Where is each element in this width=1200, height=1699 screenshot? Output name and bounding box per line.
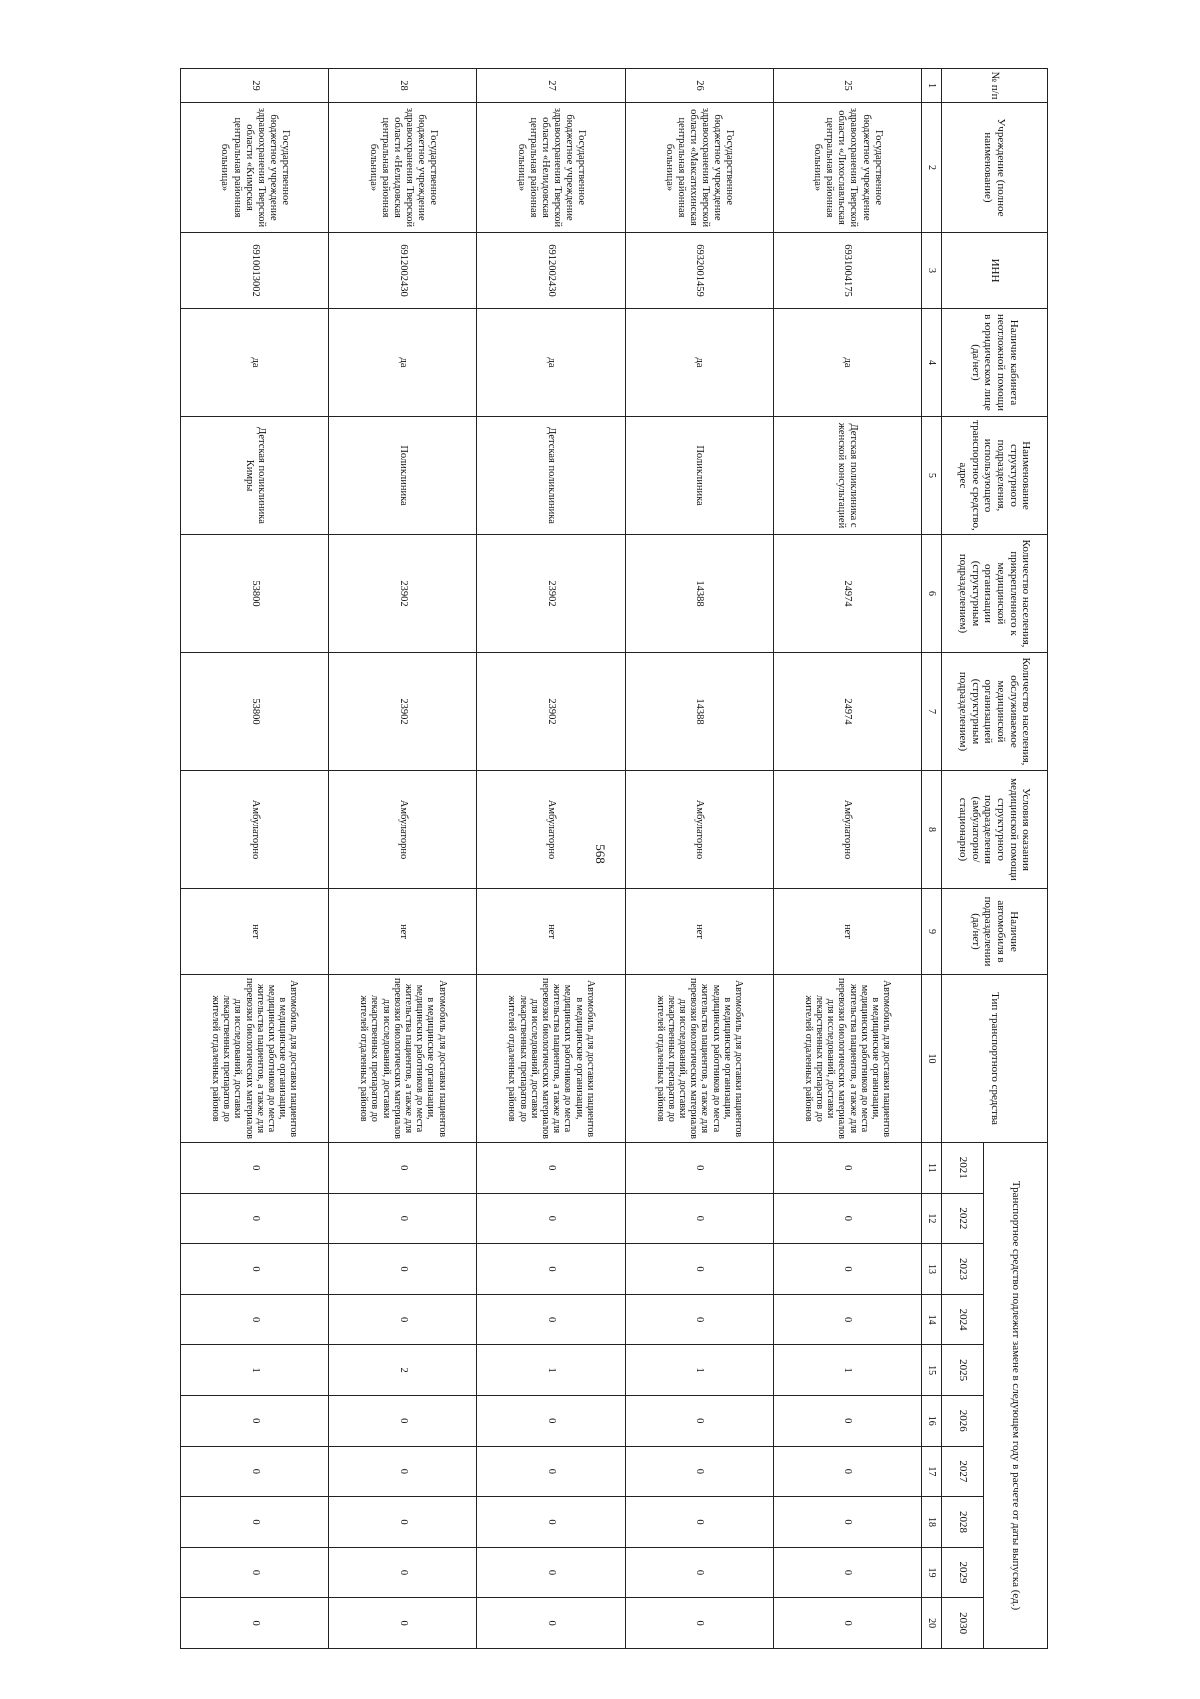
column-number: 6 (922, 535, 942, 653)
cell-subdivision: Детская поликлиника Кимры (181, 417, 329, 535)
header-car-presence: Наличие автомобиля в подразделении (да/нет) (942, 889, 1048, 975)
cell-inn: 6931004175 (773, 233, 921, 309)
cell-replacement-2023: 0 (477, 1244, 625, 1295)
vehicle-replacement-table (180, 68, 1048, 1649)
cell-replacement-2025: 1 (181, 1345, 329, 1396)
cell-attached-population: 23902 (477, 535, 625, 653)
year-header: 2026 (942, 1395, 984, 1446)
column-number: 8 (922, 771, 942, 889)
cell-car-presence: нет (181, 889, 329, 975)
header-inn: ИНН (942, 233, 1048, 309)
cell-row-number: 27 (477, 69, 625, 103)
table-row (181, 69, 329, 1649)
cell-replacement-2026: 0 (477, 1395, 625, 1446)
column-number: 16 (922, 1395, 942, 1446)
table-row (773, 69, 921, 1649)
cell-served-population: 23902 (329, 653, 477, 771)
cell-replacement-2026: 0 (773, 1395, 921, 1446)
column-number: 2 (922, 103, 942, 233)
cell-institution: Государственное бюджетное учреждение здравоохранения Тверской области «Нелидовская центральная районная больница» (477, 103, 625, 233)
cell-institution: Государственное бюджетное учреждение здравоохранения Тверской области «Лихославльская центральная районная больница» (773, 103, 921, 233)
cell-replacement-2025: 1 (477, 1345, 625, 1396)
cell-inn: 6912002430 (477, 233, 625, 309)
year-header: 2024 (942, 1294, 984, 1345)
cell-replacement-2022: 0 (477, 1193, 625, 1244)
cell-inn: 6910013002 (181, 233, 329, 309)
cell-replacement-2029: 0 (773, 1547, 921, 1598)
header-served-population: Количество населения, обслуживаемое медицинской организацией (структурным подразделением) (942, 653, 1048, 771)
cell-conditions: Амбулаторно (773, 771, 921, 889)
cell-institution: Государственное бюджетное учреждение здравоохранения Тверской области «Нелидовская центральная районная больница» (329, 103, 477, 233)
cell-replacement-2030: 0 (773, 1598, 921, 1649)
cell-conditions: Амбулаторно (477, 771, 625, 889)
header-vehicle-type: Тип транспортного средства (942, 975, 1048, 1143)
cell-served-population: 14388 (625, 653, 773, 771)
cell-replacement-2029: 0 (181, 1547, 329, 1598)
table-body (181, 69, 922, 1649)
cell-replacement-2027: 0 (773, 1446, 921, 1497)
cell-replacement-2025: 2 (329, 1345, 477, 1396)
cell-served-population: 53800 (181, 653, 329, 771)
cell-replacement-2029: 0 (477, 1547, 625, 1598)
header-conditions: Условия оказания медицинской помощи структурного подразделения (амбулаторно/ стационарно) (942, 771, 1048, 889)
cell-replacement-2028: 0 (477, 1497, 625, 1548)
cell-replacement-2030: 0 (329, 1598, 477, 1649)
cell-car-presence: нет (329, 889, 477, 975)
cell-replacement-2024: 0 (329, 1294, 477, 1345)
table-row (329, 69, 477, 1649)
column-number: 5 (922, 417, 942, 535)
cell-car-presence: нет (625, 889, 773, 975)
year-header: 2023 (942, 1244, 984, 1295)
cell-vehicle-type: Автомобиль для доставки пациентов в медицинские организации, медицинских работников до места жительства пациентов, а также для перевозки биологических материалов для исследований, доставки лекарственных препаратов до жителей отдаленных районов (329, 975, 477, 1143)
cell-car-presence: нет (477, 889, 625, 975)
cell-conditions: Амбулаторно (625, 771, 773, 889)
column-number: 15 (922, 1345, 942, 1396)
column-number: 14 (922, 1294, 942, 1345)
cell-replacement-2028: 0 (773, 1497, 921, 1548)
cell-subdivision: Поликлиника (625, 417, 773, 535)
year-header: 2025 (942, 1345, 984, 1396)
cell-row-number: 28 (329, 69, 477, 103)
cell-replacement-2028: 0 (181, 1497, 329, 1548)
cell-replacement-2026: 0 (329, 1395, 477, 1446)
cell-replacement-2021: 0 (625, 1143, 773, 1194)
cell-replacement-2024: 0 (181, 1294, 329, 1345)
cell-replacement-2027: 0 (181, 1446, 329, 1497)
page-number: 568 (593, 844, 608, 864)
cell-subdivision: Поликлиника (329, 417, 477, 535)
cell-replacement-2027: 0 (329, 1446, 477, 1497)
column-numbers-row (922, 69, 942, 1649)
table-row (477, 69, 625, 1649)
cell-vehicle-type: Автомобиль для доставки пациентов в медицинские организации, медицинских работников до места жительства пациентов, а также для перевозки биологических материалов для исследований, доставки лекарственных препаратов до жителей отдаленных районов (625, 975, 773, 1143)
column-number: 4 (922, 309, 942, 417)
cell-subdivision: Детская поликлиника (477, 417, 625, 535)
column-number: 18 (922, 1497, 942, 1548)
column-number: 10 (922, 975, 942, 1143)
header-row (984, 69, 1048, 1649)
column-number: 20 (922, 1598, 942, 1649)
cell-replacement-2025: 1 (625, 1345, 773, 1396)
cell-replacement-2022: 0 (625, 1193, 773, 1244)
cell-replacement-2021: 0 (329, 1143, 477, 1194)
cell-replacement-2022: 0 (181, 1193, 329, 1244)
cell-vehicle-type: Автомобиль для доставки пациентов в медицинские организации, медицинских работников до места жительства пациентов, а также для перевозки биологических материалов для исследований, доставки лекарственных препаратов до жителей отдаленных районов (773, 975, 921, 1143)
cell-car-presence: нет (773, 889, 921, 975)
cell-replacement-2030: 0 (477, 1598, 625, 1649)
cell-subdivision: Детская поликлиника с женской консультацией (773, 417, 921, 535)
cell-row-number: 29 (181, 69, 329, 103)
column-number: 11 (922, 1143, 942, 1194)
cell-replacement-2023: 0 (181, 1244, 329, 1295)
column-number: 1 (922, 69, 942, 103)
header-replacement: Транспортное средство подлежит замене в следующем году в расчете от даты выпуска (ед.) (984, 1143, 1048, 1649)
cell-row-number: 26 (625, 69, 773, 103)
cell-vehicle-type: Автомобиль для доставки пациентов в медицинские организации, медицинских работников до места жительства пациентов, а также для перевозки биологических материалов для исследований, доставки лекарственных препаратов до жителей отдаленных районов (181, 975, 329, 1143)
cell-replacement-2030: 0 (181, 1598, 329, 1649)
cell-replacement-2023: 0 (625, 1244, 773, 1295)
column-number: 13 (922, 1244, 942, 1295)
cell-attached-population: 24974 (773, 535, 921, 653)
cell-conditions: Амбулаторно (181, 771, 329, 889)
cell-vehicle-type: Автомобиль для доставки пациентов в медицинские организации, медицинских работников до места жительства пациентов, а также для перевозки биологических материалов для исследований, доставки лекарственных препаратов до жителей отдаленных районов (477, 975, 625, 1143)
cell-served-population: 23902 (477, 653, 625, 771)
table-row (625, 69, 773, 1649)
cell-replacement-2024: 0 (773, 1294, 921, 1345)
cell-emergency-office: да (477, 309, 625, 417)
cell-replacement-2023: 0 (773, 1244, 921, 1295)
cell-replacement-2024: 0 (625, 1294, 773, 1345)
cell-replacement-2023: 0 (329, 1244, 477, 1295)
cell-replacement-2026: 0 (181, 1395, 329, 1446)
cell-replacement-2028: 0 (329, 1497, 477, 1548)
cell-row-number: 25 (773, 69, 921, 103)
cell-replacement-2028: 0 (625, 1497, 773, 1548)
cell-replacement-2030: 0 (625, 1598, 773, 1649)
cell-emergency-office: да (181, 309, 329, 417)
year-header: 2021 (942, 1143, 984, 1194)
cell-replacement-2021: 0 (773, 1143, 921, 1194)
cell-institution: Государственное бюджетное учреждение здравоохранения Тверской области «Кимрская центральная районная больница» (181, 103, 329, 233)
cell-emergency-office: да (329, 309, 477, 417)
cell-replacement-2021: 0 (477, 1143, 625, 1194)
cell-replacement-2029: 0 (329, 1547, 477, 1598)
year-header: 2028 (942, 1497, 984, 1548)
cell-replacement-2022: 0 (329, 1193, 477, 1244)
column-number: 17 (922, 1446, 942, 1497)
column-number: 9 (922, 889, 942, 975)
column-number: 19 (922, 1547, 942, 1598)
cell-replacement-2027: 0 (625, 1446, 773, 1497)
cell-served-population: 24974 (773, 653, 921, 771)
header-subdivision: Наименование структурного подразделения, использующего транспортное средство, адрес (942, 417, 1048, 535)
header-emergency-office: Наличие кабинета неотложной помощи в юридическом лице (да/нет) (942, 309, 1048, 417)
document-page-rotated (180, 68, 1048, 1648)
cell-emergency-office: да (773, 309, 921, 417)
cell-replacement-2022: 0 (773, 1193, 921, 1244)
cell-institution: Государственное бюджетное учреждение здравоохранения Тверской области «Максатихинская центральная районная больница» (625, 103, 773, 233)
cell-attached-population: 53800 (181, 535, 329, 653)
cell-attached-population: 23902 (329, 535, 477, 653)
cell-replacement-2027: 0 (477, 1446, 625, 1497)
year-header: 2022 (942, 1193, 984, 1244)
column-number: 7 (922, 653, 942, 771)
cell-replacement-2025: 1 (773, 1345, 921, 1396)
column-number: 12 (922, 1193, 942, 1244)
header-attached-population: Количество населения, прикрепленного к медицинской организации (структурным подразделением) (942, 535, 1048, 653)
year-header: 2030 (942, 1598, 984, 1649)
cell-replacement-2021: 0 (181, 1143, 329, 1194)
cell-emergency-office: да (625, 309, 773, 417)
cell-replacement-2029: 0 (625, 1547, 773, 1598)
header-institution: Учреждение (полное наименование) (942, 103, 1048, 233)
year-header: 2029 (942, 1547, 984, 1598)
year-header: 2027 (942, 1446, 984, 1497)
cell-inn: 6932001459 (625, 233, 773, 309)
header-num: № п/п (942, 69, 1048, 103)
column-number: 3 (922, 233, 942, 309)
cell-inn: 6912002430 (329, 233, 477, 309)
cell-replacement-2026: 0 (625, 1395, 773, 1446)
cell-replacement-2024: 0 (477, 1294, 625, 1345)
cell-attached-population: 14388 (625, 535, 773, 653)
cell-conditions: Амбулаторно (329, 771, 477, 889)
